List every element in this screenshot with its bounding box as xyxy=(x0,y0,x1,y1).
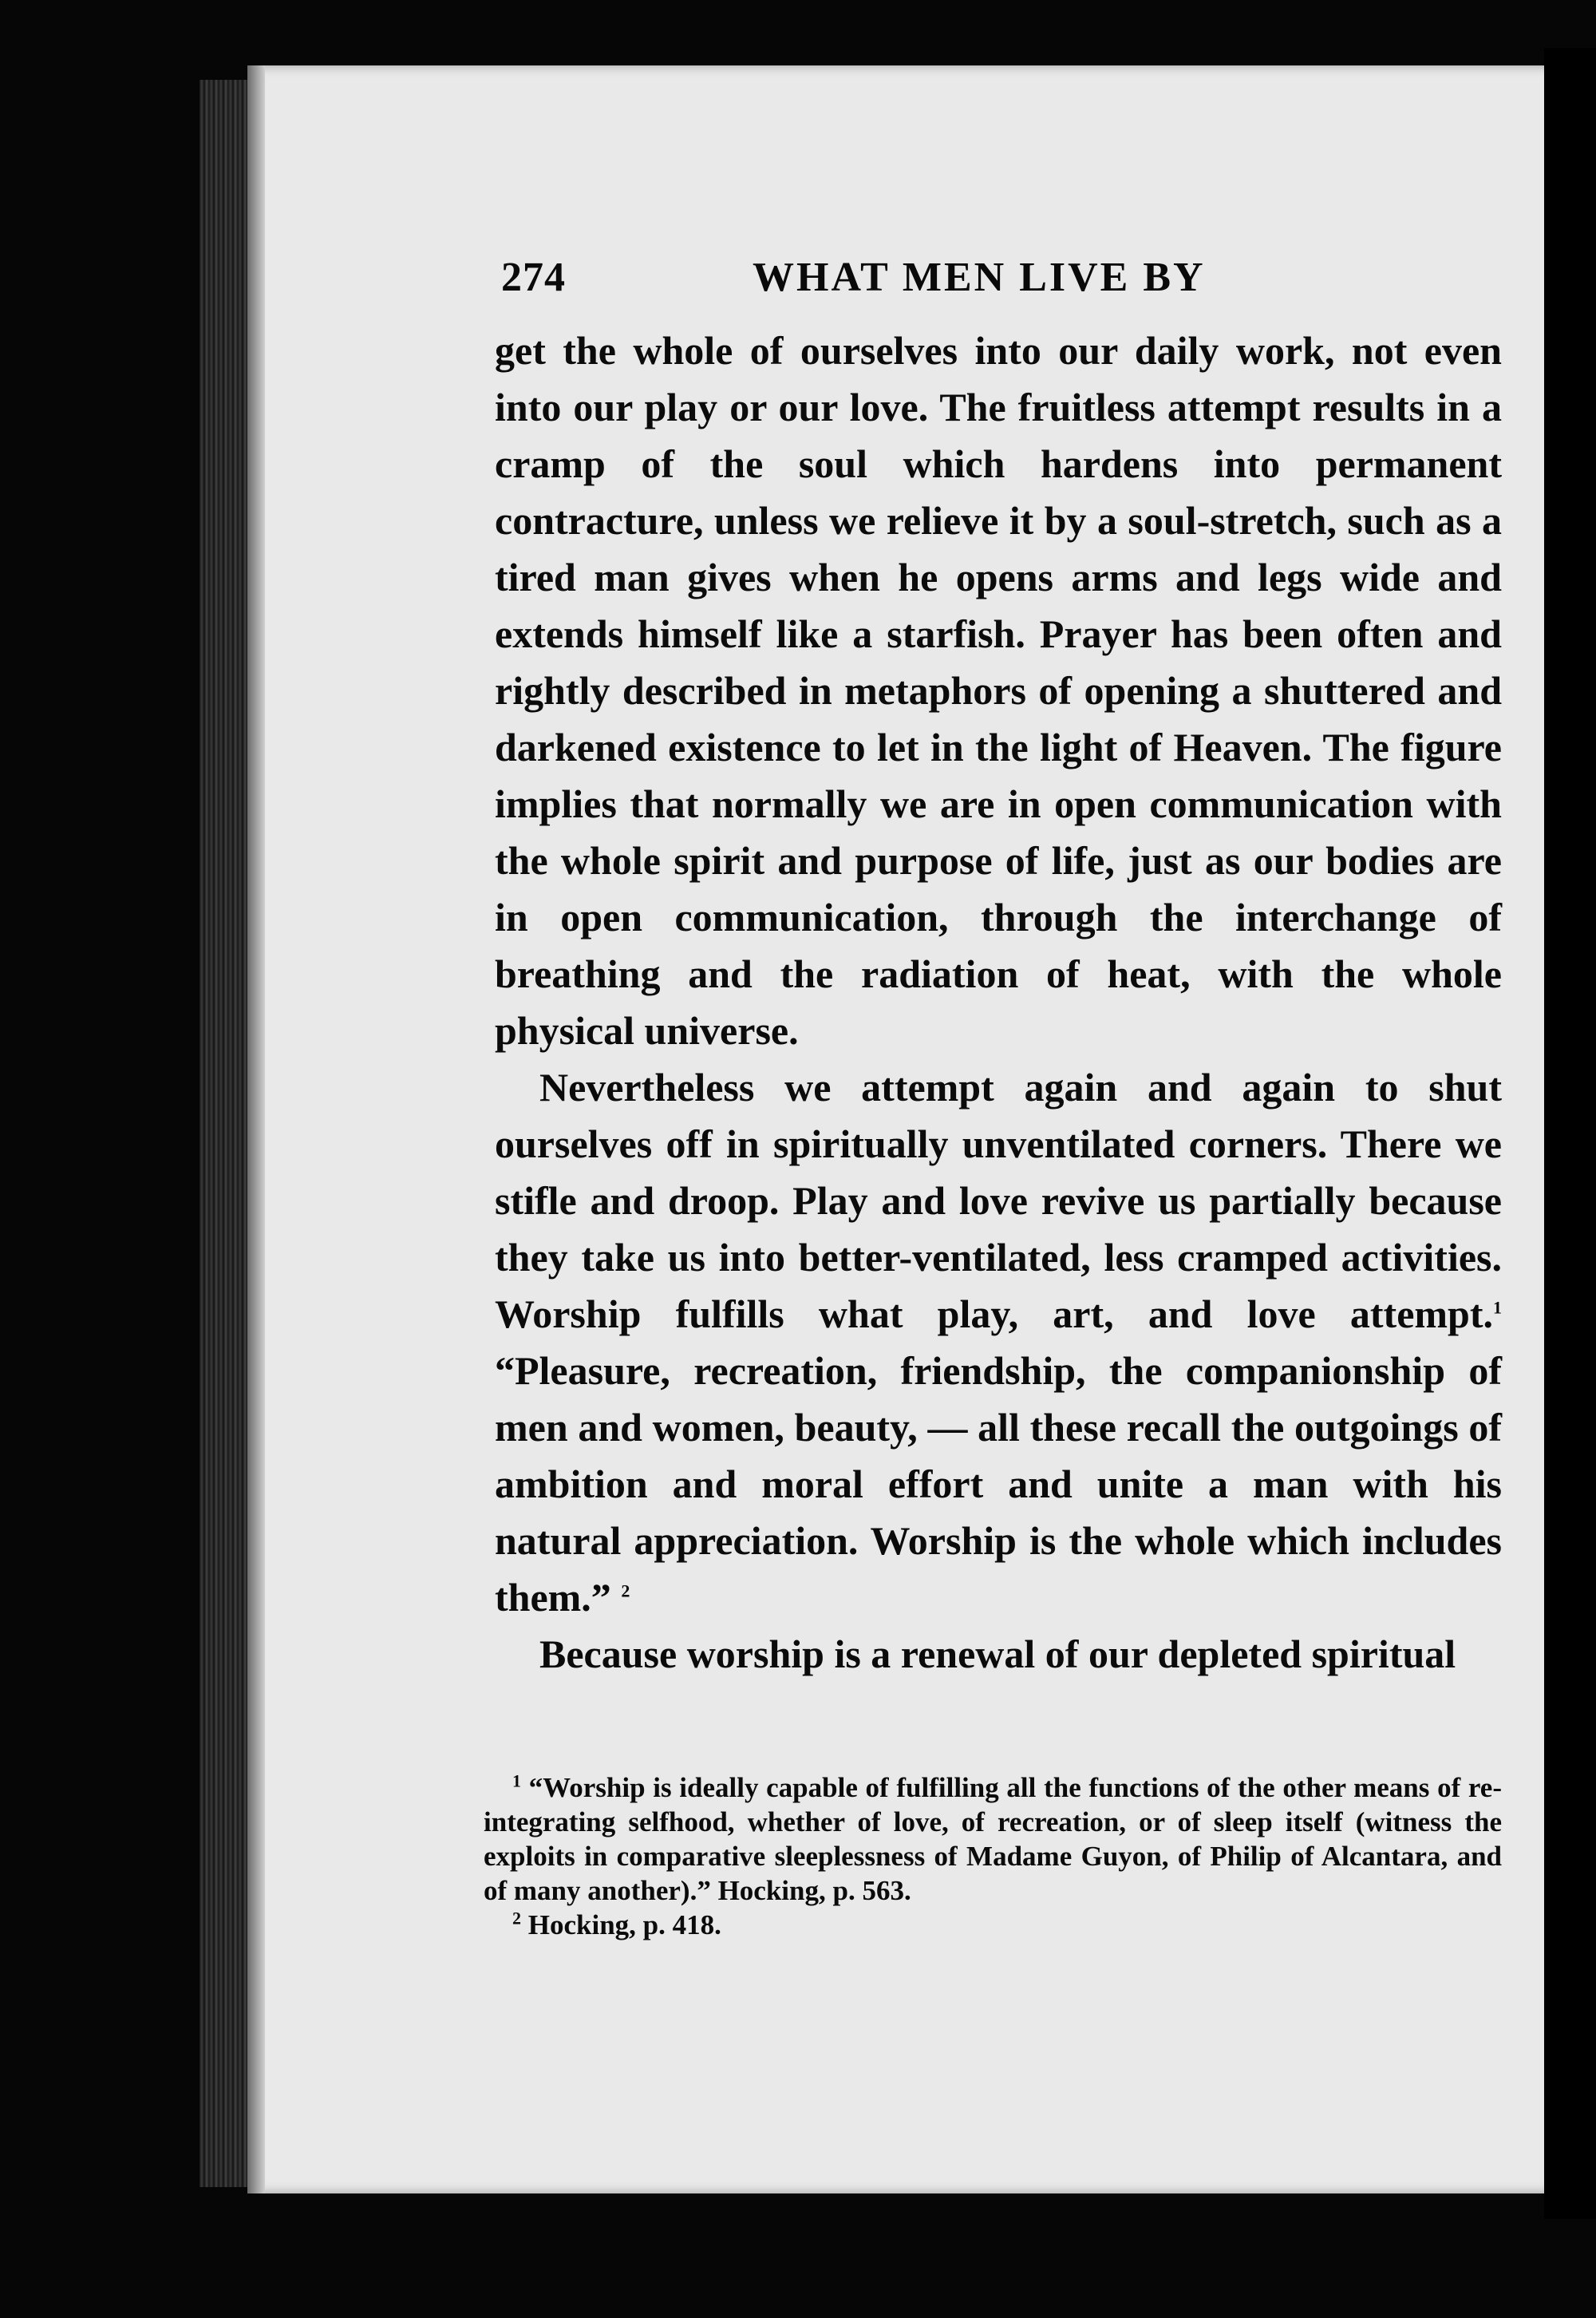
footnote-ref-1: 1 xyxy=(1493,1297,1502,1318)
footnote-1 xyxy=(484,1770,1502,1908)
running-title: WHAT MEN LIVE BY xyxy=(753,255,1206,300)
footnote-ref-2: 2 xyxy=(621,1580,630,1601)
scan-right-border xyxy=(1544,48,1596,2219)
footnote-1-text: “Worship is ideally capable of fulfilling all the functions of the other means of re-integrating selfhood, whether of love, of recreation, or of sleep itself (witness the exploits in comparative sleeplessness of Madame Guyon, of Philip of Alcantara, and of many another).” Hocking, p. 563. xyxy=(484,1772,1502,1906)
paragraph-3: Because worship is a renewal of our depleted spiritual xyxy=(539,1632,1456,1676)
footnotes xyxy=(484,1770,1502,1942)
body-text xyxy=(495,322,1502,1683)
page-gutter-shadow xyxy=(247,65,265,2193)
paragraph-2 xyxy=(495,1059,1502,1626)
footnote-2 xyxy=(484,1908,1502,1942)
footnote-2-mark: 2 xyxy=(512,1908,521,1928)
paragraph-2-text-b: “Pleasure, recreation, friendship, the companionship of men and women, beauty, — all these recall the outgoings of ambition and moral effort and unite a man with his natural appreciation. Worship is the whole which includes them.” xyxy=(495,1348,1502,1620)
page-header xyxy=(501,254,1299,302)
page-number: 274 xyxy=(501,255,566,300)
paragraph-1: get the whole of ourselves into our daily work, not even into our play or our love. The fruitless attempt results in a cramp of the soul which hardens into permanent contracture, unless we relieve it by a soul-stretch, such as a tired man gives when he opens arms and legs wide and extends himself like a starfish. Prayer has been often and rightly described in metaphors of opening a shuttered and darkened existence to let in the light of Heaven. The figure implies that normally we are in open communication with the whole spirit and purpose of life, just as our bodies are in open communication, through the interchange of breathing and the radiation of heat, with the whole physical universe. xyxy=(495,328,1502,1053)
footnote-2-text: Hocking, p. 418. xyxy=(521,1909,721,1940)
footnote-1-mark: 1 xyxy=(512,1770,521,1791)
paragraph-2-text-a: Nevertheless we attempt again and again to shut ourselves off in spiritually unventilated corners. There we stifle and droop. Play and love revive us partially because they take us into better-ventilated, less cramped activities. Worship fulfills what play, art, and love attempt. xyxy=(495,1065,1502,1336)
